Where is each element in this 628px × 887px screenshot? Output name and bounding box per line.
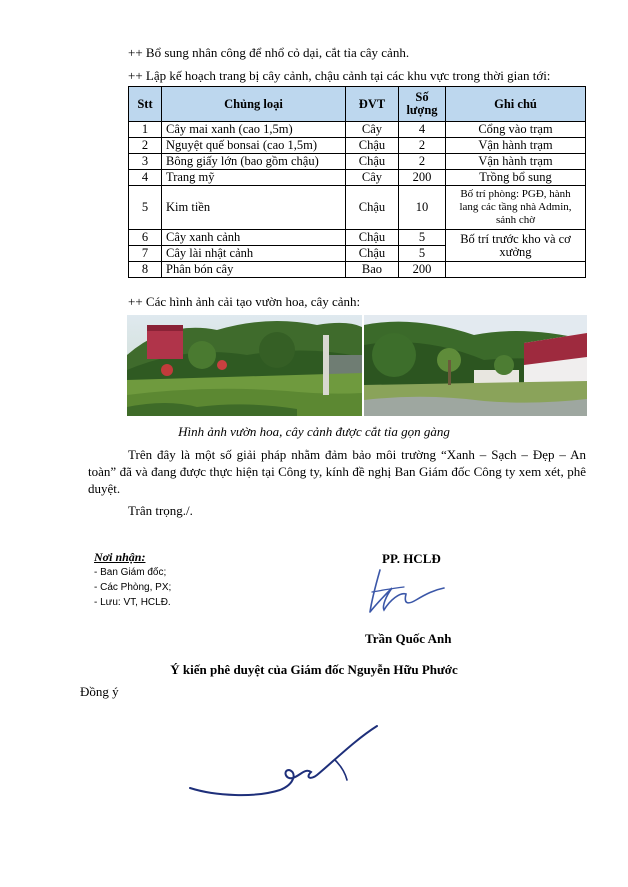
cell-unit: Chậu <box>346 246 399 262</box>
garden-photo-right <box>364 315 587 416</box>
table-header-row <box>129 87 586 122</box>
recipient-item: - Ban Giám đốc; <box>94 567 167 578</box>
cell-unit: Chậu <box>346 154 399 170</box>
cell-type: Cây lài nhật cảnh <box>162 246 346 262</box>
cell-note: Cổng vào trạm <box>446 122 586 138</box>
cell-qty: 5 <box>399 246 446 262</box>
recipients-block <box>94 550 171 610</box>
cell-unit: Chậu <box>346 186 399 230</box>
cell-stt: 1 <box>129 122 162 138</box>
photo-caption: Hình ảnh vườn hoa, cây cảnh được cắt tỉa gọn gàng <box>178 424 450 439</box>
cell-qty: 200 <box>399 170 446 186</box>
cell-unit: Chậu <box>346 230 399 246</box>
approval-heading: Ý kiến phê duyệt của Giám đốc Nguyễn Hữu Phước <box>170 662 458 677</box>
table-row <box>129 154 586 170</box>
cell-stt: 2 <box>129 138 162 154</box>
cell-stt: 3 <box>129 154 162 170</box>
header-qty-line2: lượng <box>406 103 438 117</box>
garden-photo-right-image <box>364 315 587 416</box>
approval-text: Đồng ý <box>80 684 119 699</box>
intro-line-2: ++ Lập kế hoạch trang bị cây cảnh, chậu cảnh tại các khu vực trong thời gian tới: <box>128 68 551 83</box>
director-signature <box>185 720 385 805</box>
cell-note: Vận hành trạm <box>446 138 586 154</box>
header-qty <box>399 87 446 122</box>
plan-table <box>128 86 586 278</box>
table-row <box>129 170 586 186</box>
table-row <box>129 138 586 154</box>
cell-unit: Chậu <box>346 138 399 154</box>
table-row <box>129 262 586 278</box>
cell-type: Phân bón cây <box>162 262 346 278</box>
cell-type: Cây mai xanh (cao 1,5m) <box>162 122 346 138</box>
header-type: Chủng loại <box>162 87 346 122</box>
cell-note: Trồng bổ sung <box>446 170 586 186</box>
table-row <box>129 122 586 138</box>
cell-qty: 2 <box>399 138 446 154</box>
cell-unit: Bao <box>346 262 399 278</box>
cell-stt: 4 <box>129 170 162 186</box>
table-row <box>129 230 586 246</box>
cell-stt: 5 <box>129 186 162 230</box>
garden-photo-left <box>127 315 362 416</box>
cell-qty: 200 <box>399 262 446 278</box>
cell-unit: Cây <box>346 170 399 186</box>
cell-qty: 10 <box>399 186 446 230</box>
cell-note-merged: Bố trí trước kho và cơ xưởng <box>446 230 586 262</box>
paragraph-text: Trên đây là một số giải pháp nhằm đảm bảo môi trường “Xanh – Sạch – Đẹp – An toàn” đã và đang được thực hiện tại Công ty, kính đề nghị Ban Giám đốc Công ty xem xét, phê duyệt. <box>88 447 586 496</box>
header-stt: Stt <box>129 87 162 122</box>
cell-type: Bông giấy lớn (bao gồm chậu) <box>162 154 346 170</box>
cell-note <box>446 262 586 278</box>
cell-type: Nguyệt quế bonsai (cao 1,5m) <box>162 138 346 154</box>
cell-unit: Cây <box>346 122 399 138</box>
cell-note: Vận hành trạm <box>446 154 586 170</box>
garden-photo-left-image <box>127 315 362 416</box>
cell-qty: 2 <box>399 154 446 170</box>
recipient-item: - Các Phòng, PX; <box>94 582 172 593</box>
signer-signature <box>360 562 460 618</box>
cell-type: Cây xanh cảnh <box>162 230 346 246</box>
cell-qty: 4 <box>399 122 446 138</box>
cell-stt: 7 <box>129 246 162 262</box>
cell-stt: 8 <box>129 262 162 278</box>
recipients-title: Nơi nhận: <box>94 550 146 564</box>
cell-stt: 6 <box>129 230 162 246</box>
table-row <box>129 186 586 230</box>
cell-type: Kim tiền <box>162 186 346 230</box>
signer-name: Trần Quốc Anh <box>365 631 452 646</box>
signer-title: PP. HCLĐ <box>382 551 441 566</box>
cell-note: Bố trí phòng: PGĐ, hành lang các tầng nhà Admin, sảnh chờ <box>446 186 586 230</box>
closing-paragraph <box>88 446 586 497</box>
recipient-item: - Lưu: VT, HCLĐ. <box>94 597 171 608</box>
header-qty-line1: Số <box>415 90 429 104</box>
cell-type: Trang mỹ <box>162 170 346 186</box>
intro-line-1: ++ Bổ sung nhân công để nhổ cỏ dại, cắt tỉa cây cảnh. <box>128 45 410 60</box>
images-intro: ++ Các hình ảnh cải tạo vườn hoa, cây cảnh: <box>128 294 361 309</box>
cell-qty: 5 <box>399 230 446 246</box>
header-note: Ghi chú <box>446 87 586 122</box>
closing-regards: Trân trọng./. <box>128 503 193 518</box>
header-unit: ĐVT <box>346 87 399 122</box>
